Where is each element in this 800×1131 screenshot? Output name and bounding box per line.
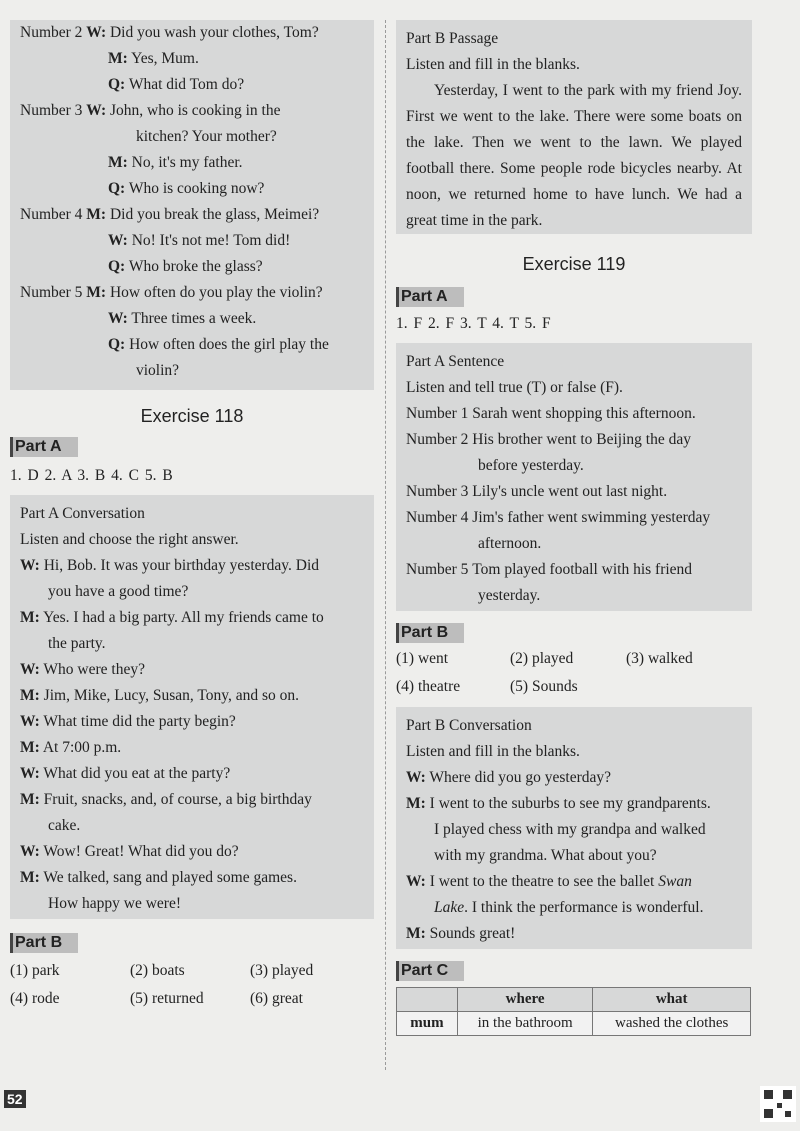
- sentence-instruction: Listen and tell true (T) or false (F).: [406, 379, 623, 396]
- sentence-box: [396, 343, 752, 611]
- answer-item: (1) went: [396, 650, 449, 667]
- dialogue-line: [20, 891, 364, 917]
- dialogue-line: [20, 761, 364, 787]
- dialogue-line: [20, 280, 364, 306]
- speaker-label: W:: [20, 765, 40, 782]
- dialogue-line: [406, 765, 742, 791]
- page-number: 52: [4, 1090, 26, 1108]
- part-c-label: Part C: [396, 961, 464, 981]
- table-cell: washed the clothes: [593, 1012, 751, 1036]
- dialogue-text: I went to the suburbs to see my grandparents.: [425, 795, 711, 812]
- dialogue-line: [20, 202, 364, 228]
- dialogue-line: [20, 72, 364, 98]
- sentence-line: [406, 505, 742, 531]
- speaker-label: W:: [406, 769, 426, 786]
- dialogue-line: [20, 98, 364, 124]
- dialogue-text: Lake. I think the performance is wonderful.: [434, 899, 704, 916]
- sentence-line: [406, 453, 742, 479]
- sentence-text: Lily's uncle went out last night.: [472, 483, 668, 500]
- part-a-answers: 1. F 2. F 3. T 4. T 5. F: [396, 315, 551, 332]
- dialogue-line: [20, 709, 364, 735]
- speaker-label: M:: [406, 795, 426, 812]
- dialogue-text: Did you break the glass, Meimei?: [106, 206, 320, 223]
- speaker-label: W:: [20, 557, 40, 574]
- dialogue-text: Sounds great!: [425, 925, 516, 942]
- dialogue-box-ex117: [10, 20, 374, 390]
- dialogue-line: [20, 20, 364, 46]
- dialogue-line: [20, 124, 364, 150]
- dialogue-line: [406, 791, 742, 817]
- conversation-box-ex118: [10, 495, 374, 919]
- sentence-line: [406, 557, 742, 583]
- dialogue-text: Hi, Bob. It was your birthday yesterday. Did: [39, 557, 320, 574]
- answer-item: (4) theatre: [396, 678, 461, 695]
- part-a-label: Part A: [10, 437, 78, 457]
- conversation-title: Part A Conversation: [20, 505, 145, 522]
- sentence-text: Tom played football with his friend: [472, 561, 693, 578]
- speaker-label: W:: [20, 661, 40, 678]
- part-b-label: Part B: [10, 933, 78, 953]
- sentence-number: Number 2: [406, 431, 473, 448]
- dialogue-line: [20, 46, 364, 72]
- dialogue-text: John, who is cooking in the: [106, 102, 281, 119]
- dialogue-text: No, it's my father.: [127, 154, 243, 171]
- dialogue-line: [20, 683, 364, 709]
- speaker-label: W:: [86, 24, 107, 41]
- sentence-line: [406, 531, 742, 557]
- column-divider: [385, 20, 386, 1070]
- dialogue-text: the party.: [48, 635, 106, 652]
- sentence-number: Number 4: [406, 509, 473, 526]
- dialogue-text: Yes, Mum.: [127, 50, 199, 67]
- dialogue-text: How happy we were!: [48, 895, 181, 912]
- conversation-instruction: Listen and fill in the blanks.: [406, 743, 580, 760]
- exercise-119-heading: Exercise 119: [522, 254, 626, 274]
- part-a-label: Part A: [396, 287, 464, 307]
- dialogue-line: [20, 332, 364, 358]
- speaker-label: M:: [108, 50, 128, 67]
- dialogue-text: kitchen? Your mother?: [136, 128, 277, 145]
- sentence-text: Jim's father went swimming yesterday: [472, 509, 711, 526]
- dialogue-text: Where did you go yesterday?: [425, 769, 612, 786]
- table-header: [397, 988, 458, 1012]
- qr-code-icon: [760, 1086, 796, 1122]
- dialogue-text: I played chess with my grandpa and walked: [434, 821, 706, 838]
- left-column: [10, 0, 374, 1013]
- table-row: [397, 1012, 751, 1036]
- speaker-label: Q:: [108, 336, 126, 353]
- passage-text: Yesterday, I went to the park with my friend Joy. First we went to the lake. There were some boats on the lake. Then we went to the lawn. We played football there. Some people rode bicycles nearby. At noon, we returned home to have lunch. We had a great time in the park.: [406, 82, 742, 229]
- conversation-instruction: Listen and choose the right answer.: [20, 531, 239, 548]
- sentence-line: [406, 427, 742, 453]
- answer-item: (2) boats: [130, 962, 185, 979]
- dialogue-text: We talked, sang and played some games.: [39, 869, 297, 886]
- dialogue-text: Who broke the glass?: [125, 258, 263, 275]
- speaker-label: W:: [108, 310, 128, 327]
- dialogue-text: Jim, Mike, Lucy, Susan, Tony, and so on.: [39, 687, 300, 704]
- table-cell: mum: [397, 1012, 458, 1036]
- sentence-text: yesterday.: [478, 587, 541, 604]
- dialogue-number: Number 4: [20, 206, 87, 223]
- part-b-answers: [396, 645, 752, 701]
- dialogue-line: [20, 839, 364, 865]
- answer-item: (3) played: [250, 962, 314, 979]
- sentence-text: His brother went to Beijing the day: [472, 431, 691, 448]
- dialogue-line: [20, 735, 364, 761]
- passage-instruction: Listen and fill in the blanks.: [406, 56, 580, 73]
- dialogue-text: I went to the theatre to see the ballet Swan: [425, 873, 692, 890]
- dialogue-line: [20, 306, 364, 332]
- table-header: what: [593, 988, 751, 1012]
- answer-item: (5) Sounds: [510, 678, 578, 695]
- part-b-answers: [10, 957, 374, 1013]
- dialogue-line: [20, 176, 364, 202]
- dialogue-text: How often do you play the violin?: [106, 284, 323, 301]
- dialogue-number: Number 5: [20, 284, 87, 301]
- dialogue-text: What did Tom do?: [125, 76, 245, 93]
- sentence-line: [406, 583, 742, 609]
- speaker-label: M:: [20, 791, 40, 808]
- dialogue-text: with my grandma. What about you?: [434, 847, 657, 864]
- speaker-label: W:: [20, 713, 40, 730]
- sentence-number: Number 1: [406, 405, 473, 422]
- dialogue-number: Number 2: [20, 24, 87, 41]
- speaker-label: M:: [86, 284, 107, 301]
- sentence-line: [406, 401, 742, 427]
- dialogue-line: [20, 150, 364, 176]
- sentence-line: [406, 479, 742, 505]
- speaker-label: W:: [406, 873, 426, 890]
- speaker-label: Q:: [108, 180, 126, 197]
- dialogue-text: Three times a week.: [127, 310, 257, 327]
- dialogue-text: What time did the party begin?: [39, 713, 236, 730]
- answer-item: (5) returned: [130, 990, 204, 1007]
- table-header: where: [457, 988, 592, 1012]
- dialogue-text: Wow! Great! What did you do?: [39, 843, 239, 860]
- speaker-label: M:: [406, 925, 426, 942]
- dialogue-line: [406, 921, 742, 947]
- dialogue-line: [20, 865, 364, 891]
- dialogue-text: What did you eat at the party?: [39, 765, 231, 782]
- dialogue-number: Number 3: [20, 102, 87, 119]
- dialogue-line: [20, 553, 364, 579]
- part-b-label: Part B: [396, 623, 464, 643]
- dialogue-text: At 7:00 p.m.: [39, 739, 122, 756]
- dialogue-line: [406, 895, 742, 921]
- dialogue-line: [20, 254, 364, 280]
- answer-item: (1) park: [10, 962, 60, 979]
- dialogue-text: Fruit, snacks, and, of course, a big birthday: [39, 791, 312, 808]
- right-column: [396, 0, 752, 1036]
- dialogue-text: No! It's not me! Tom did!: [127, 232, 291, 249]
- dialogue-line: [20, 631, 364, 657]
- passage-title: Part B Passage: [406, 30, 499, 47]
- dialogue-text: Who is cooking now?: [125, 180, 265, 197]
- dialogue-line: [20, 605, 364, 631]
- speaker-label: W:: [20, 843, 40, 860]
- sentence-text: afternoon.: [478, 535, 542, 552]
- dialogue-line: [20, 228, 364, 254]
- dialogue-text: you have a good time?: [48, 583, 189, 600]
- speaker-label: M:: [20, 609, 40, 626]
- speaker-label: M:: [86, 206, 107, 223]
- conversation-title: Part B Conversation: [406, 717, 532, 734]
- dialogue-line: [20, 358, 364, 384]
- part-a-answers: 1. D 2. A 3. B 4. C 5. B: [10, 467, 173, 484]
- speaker-label: M:: [20, 687, 40, 704]
- answer-item: (6) great: [250, 990, 303, 1007]
- dialogue-line: [20, 813, 364, 839]
- dialogue-text: Did you wash your clothes, Tom?: [106, 24, 319, 41]
- dialogue-line: [406, 817, 742, 843]
- speaker-label: W:: [108, 232, 128, 249]
- dialogue-text: violin?: [136, 362, 180, 379]
- dialogue-text: cake.: [48, 817, 81, 834]
- sentence-number: Number 5: [406, 561, 473, 578]
- speaker-label: M:: [20, 739, 40, 756]
- dialogue-text: Who were they?: [39, 661, 145, 678]
- dialogue-line: [20, 579, 364, 605]
- sentence-title: Part A Sentence: [406, 353, 505, 370]
- part-c-table: [396, 987, 751, 1036]
- exercise-118-heading: Exercise 118: [140, 406, 244, 426]
- sentence-text: before yesterday.: [478, 457, 584, 474]
- answer-item: (3) walked: [626, 650, 693, 667]
- dialogue-text: How often does the girl play the: [125, 336, 329, 353]
- dialogue-line: [406, 843, 742, 869]
- speaker-label: Q:: [108, 76, 126, 93]
- speaker-label: M:: [20, 869, 40, 886]
- speaker-label: W:: [86, 102, 107, 119]
- dialogue-text: Yes. I had a big party. All my friends came to: [39, 609, 324, 626]
- sentence-number: Number 3: [406, 483, 473, 500]
- dialogue-line: [20, 657, 364, 683]
- speaker-label: M:: [108, 154, 128, 171]
- answer-item: (2) played: [510, 650, 574, 667]
- dialogue-line: [406, 869, 742, 895]
- passage-box: [396, 20, 752, 234]
- table-cell: in the bathroom: [457, 1012, 592, 1036]
- answer-item: (4) rode: [10, 990, 60, 1007]
- dialogue-line: [20, 787, 364, 813]
- conversation-box-ex119: [396, 707, 752, 949]
- sentence-text: Sarah went shopping this afternoon.: [472, 405, 696, 422]
- speaker-label: Q:: [108, 258, 126, 275]
